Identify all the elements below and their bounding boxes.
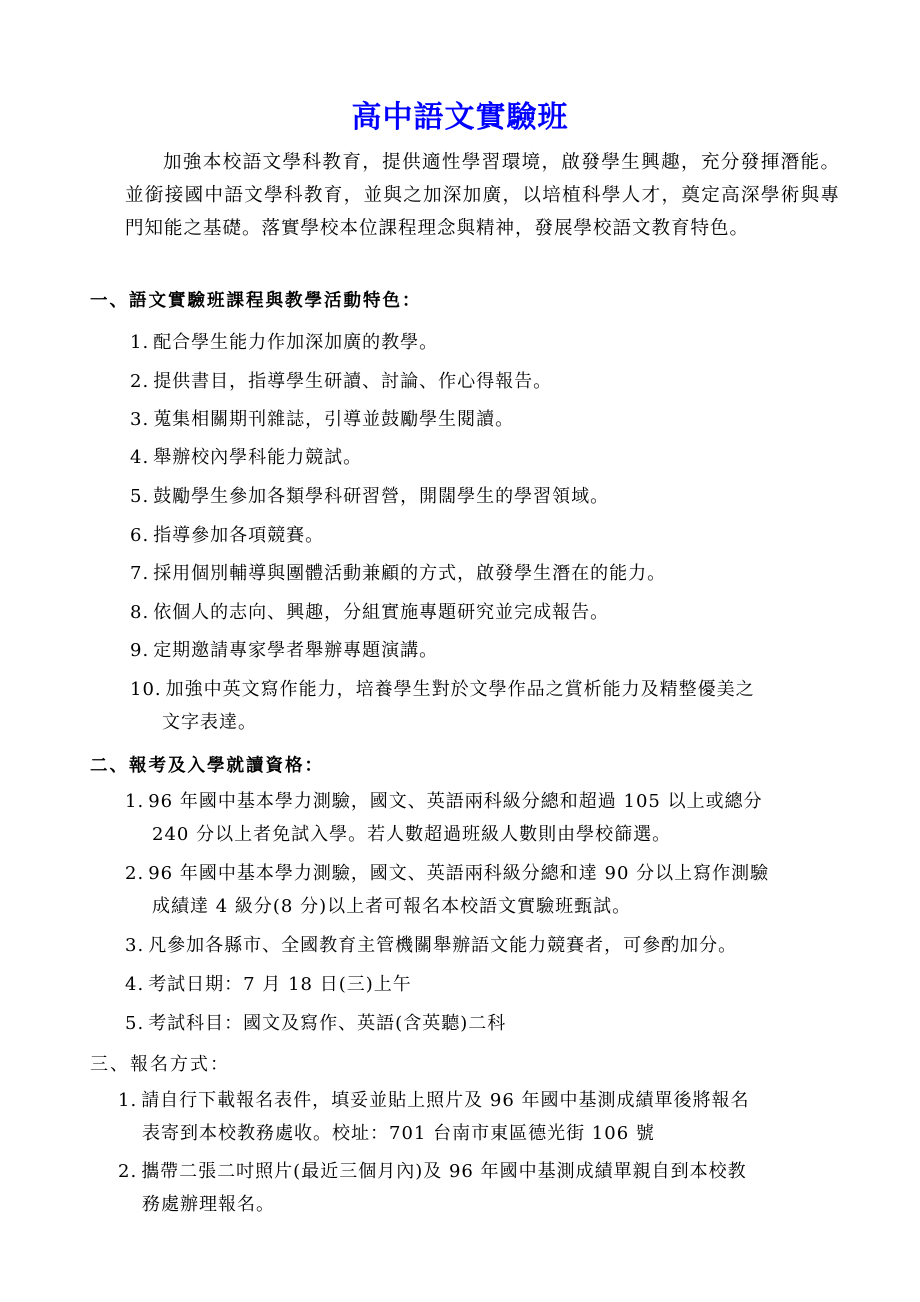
item-text: 請自行下載報名表件，填妥並貼上照片及 96 年國中基測成績單後將報名	[141, 1090, 750, 1111]
list-item-continuation: 240 分以上者免試入學。若人數超過班級人數則由學校篩選。	[152, 824, 672, 845]
item-text: 考試日期：7 月 18 日(三)上午	[148, 974, 412, 995]
item-text: 鼓勵學生參加各類學科研習營，開闊學生的學習領域。	[153, 486, 610, 507]
item-number: 4.	[125, 974, 145, 995]
item-text: 舉辦校內學科能力競試。	[153, 447, 363, 468]
item-text: 凡參加各縣市、全國教育主管機關舉辦語文能力競賽者，可參酌加分。	[148, 935, 738, 956]
intro-paragraph: 加強本校語文學科教育，提供適性學習環境，啟發學生興趣，充分發揮潛能。並銜接國中語文學科教育，並與之加深加廣，以培植科學人才，奠定高深學術與專門知能之基礎。落實學校本位課程理念與精神，發展學校語文教育特色。	[125, 152, 840, 239]
list-item-continuation: 表寄到本校教務處收。校址：701 台南市東區德光街 106 號	[142, 1123, 655, 1144]
list-item	[118, 1084, 750, 1117]
list-item	[130, 557, 666, 590]
list-item-continuation: 務處辦理報名。	[142, 1194, 275, 1215]
list-item	[130, 519, 324, 552]
list-item	[125, 785, 763, 818]
list-item	[125, 1007, 506, 1040]
item-text: 採用個別輔導與團體活動兼顧的方式，啟發學生潛在的能力。	[153, 563, 667, 584]
item-text: 指導參加各項競賽。	[153, 525, 325, 546]
item-number: 3.	[125, 935, 145, 956]
item-number: 10.	[130, 679, 162, 700]
list-item	[130, 326, 438, 359]
item-text: 提供書目，指導學生研讀、討論、作心得報告。	[153, 371, 553, 392]
item-text: 96 年國中基本學力測驗，國文、英語兩科級分總和超過 105 以上或總分	[148, 791, 763, 812]
list-item	[125, 968, 412, 1001]
list-item	[125, 857, 769, 890]
item-text: 定期邀請專家學者舉辦專題演講。	[153, 640, 439, 661]
section3-heading: 三、報名方式：	[90, 1054, 230, 1075]
item-number: 3.	[130, 409, 150, 430]
item-number: 4.	[130, 447, 150, 468]
list-item	[130, 673, 755, 706]
list-item	[130, 634, 438, 667]
item-number: 1.	[125, 791, 145, 812]
item-number: 2.	[118, 1161, 138, 1182]
item-number: 6.	[130, 525, 150, 546]
list-item	[130, 365, 552, 398]
item-text: 考試科目：國文及寫作、英語(含英聽)二科	[148, 1013, 507, 1034]
item-number: 2.	[130, 371, 150, 392]
list-item	[118, 1155, 747, 1188]
list-item	[130, 403, 514, 436]
item-number: 1.	[118, 1090, 138, 1111]
list-item	[130, 480, 609, 513]
item-text: 96 年國中基本學力測驗，國文、英語兩科級分總和達 90 分以上寫作測驗	[148, 863, 770, 884]
page-title: 高中語文實驗班	[351, 100, 569, 135]
item-number: 1.	[130, 332, 150, 353]
item-text: 蒐集相關期刊雜誌，引導並鼓勵學生閱讀。	[153, 409, 515, 430]
item-number: 8.	[130, 602, 150, 623]
section2-heading: 二、報考及入學就讀資格：	[90, 756, 324, 776]
item-text: 攜帶二張二吋照片(最近三個月內)及 96 年國中基測成績單親自到本校教	[141, 1161, 747, 1182]
item-text: 配合學生能力作加深加廣的教學。	[153, 332, 439, 353]
list-item	[125, 929, 737, 962]
list-item-continuation: 文字表達。	[162, 712, 257, 733]
item-number: 9.	[130, 640, 150, 661]
item-number: 2.	[125, 863, 145, 884]
item-text: 依個人的志向、興趣，分組實施專題研究並完成報告。	[153, 602, 610, 623]
section1-heading: 一、語文實驗班課程與教學活動特色：	[90, 291, 422, 311]
list-item	[130, 596, 609, 629]
item-number: 7.	[130, 563, 150, 584]
item-number: 5.	[130, 486, 150, 507]
list-item-continuation: 成績達 4 級分(8 分)以上者可報名本校語文實驗班甄試。	[152, 896, 632, 917]
item-text: 加強中英文寫作能力，培養學生對於文學作品之賞析能力及精整優美之	[165, 679, 755, 700]
item-number: 5.	[125, 1013, 145, 1034]
list-item	[130, 441, 362, 474]
